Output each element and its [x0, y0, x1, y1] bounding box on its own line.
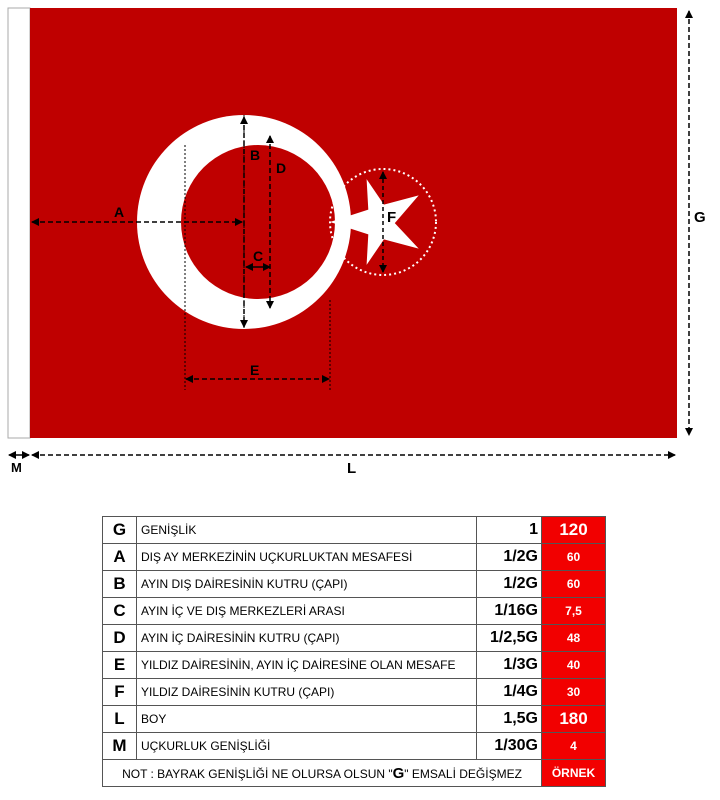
label-a: A — [114, 204, 125, 220]
example-label: ÖRNEK — [542, 760, 606, 787]
row-key: G — [103, 517, 137, 544]
label-m: M — [11, 460, 22, 475]
table-row — [103, 544, 606, 571]
row-value: 30 — [542, 679, 606, 706]
row-value: 40 — [542, 652, 606, 679]
label-c: C — [253, 248, 264, 264]
row-key: B — [103, 571, 137, 598]
table-row — [103, 706, 606, 733]
dimension-spec-table — [102, 516, 606, 787]
row-value: 60 — [542, 571, 606, 598]
row-formula: 1/30G — [477, 733, 542, 760]
row-description: AYIN İÇ DAİRESİNİN KUTRU (ÇAPI) — [137, 625, 477, 652]
note-suffix: " EMSALİ DEĞİŞMEZ — [404, 766, 522, 781]
row-formula: 1/2G — [477, 571, 542, 598]
table-note-row — [103, 760, 606, 787]
note-prefix: NOT : BAYRAK GENİŞLİĞİ NE OLURSA OLSUN " — [122, 766, 393, 781]
table-row — [103, 571, 606, 598]
row-description: YILDIZ DAİRESİNİN KUTRU (ÇAPI) — [137, 679, 477, 706]
label-l: L — [347, 460, 357, 477]
row-description: UÇKURLUK GENİŞLİĞİ — [137, 733, 477, 760]
row-key: D — [103, 625, 137, 652]
table-row — [103, 679, 606, 706]
row-formula: 1/2G — [477, 544, 542, 571]
row-formula: 1/3G — [477, 652, 542, 679]
row-key: E — [103, 652, 137, 679]
row-description: GENİŞLİK — [137, 517, 477, 544]
row-description: AYIN İÇ VE DIŞ MERKEZLERİ ARASI — [137, 598, 477, 625]
row-formula: 1/4G — [477, 679, 542, 706]
label-b: B — [250, 147, 261, 163]
label-e: E — [250, 362, 260, 378]
row-key: M — [103, 733, 137, 760]
note-emphasis: G — [392, 764, 405, 782]
row-formula: 1,5G — [477, 706, 542, 733]
row-description: DIŞ AY MERKEZİNİN UÇKURLUKTAN MESAFESİ — [137, 544, 477, 571]
label-f: F — [387, 209, 397, 226]
row-value: 120 — [542, 517, 606, 544]
row-formula: 1/16G — [477, 598, 542, 625]
row-description: BOY — [137, 706, 477, 733]
row-value: 48 — [542, 625, 606, 652]
table-row — [103, 652, 606, 679]
table-note — [103, 760, 542, 787]
row-value: 7,5 — [542, 598, 606, 625]
hoist-strip — [8, 8, 30, 438]
table-row — [103, 598, 606, 625]
row-value: 60 — [542, 544, 606, 571]
row-key: C — [103, 598, 137, 625]
label-d: D — [276, 160, 287, 176]
row-value: 180 — [542, 706, 606, 733]
row-key: L — [103, 706, 137, 733]
row-value: 4 — [542, 733, 606, 760]
label-g: G — [694, 209, 706, 226]
row-key: F — [103, 679, 137, 706]
row-description: YILDIZ DAİRESİNİN, AYIN İÇ DAİRESİNE OLAN MESAFE — [137, 652, 477, 679]
table-row — [103, 733, 606, 760]
table-row — [103, 625, 606, 652]
row-key: A — [103, 544, 137, 571]
table-row — [103, 517, 606, 544]
row-formula: 1 — [477, 517, 542, 544]
row-formula: 1/2,5G — [477, 625, 542, 652]
row-description: AYIN DIŞ DAİRESİNİN KUTRU (ÇAPI) — [137, 571, 477, 598]
